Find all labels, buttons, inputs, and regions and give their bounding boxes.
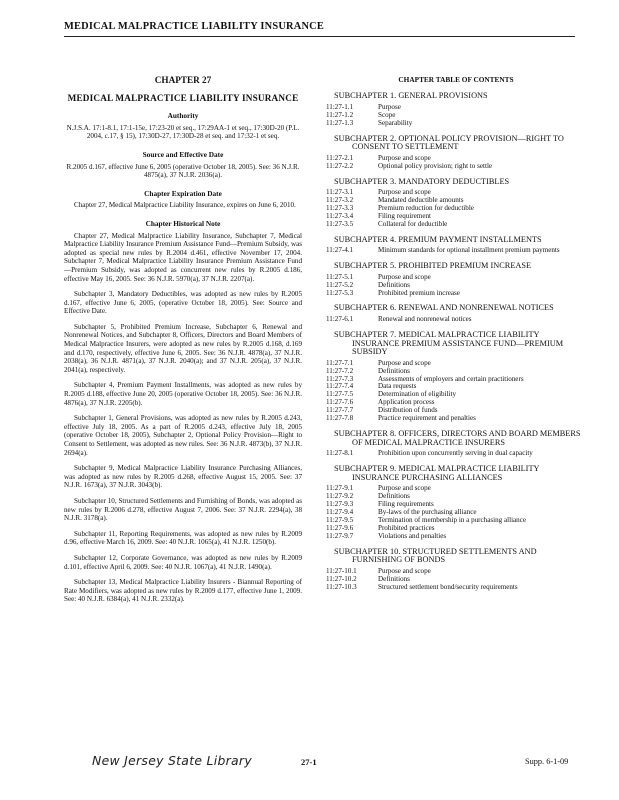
section-number: 11:27-1.1 (326, 102, 354, 111)
header-rule (64, 36, 575, 37)
section-name: Filing requirement (378, 211, 431, 220)
toc-section-row (326, 290, 586, 298)
subchapter-title: SUBCHAPTER 5. PROHIBITED PREMIUM INCREASE (334, 261, 532, 271)
section-number: 11:27-3.2 (326, 196, 354, 205)
toc-section-row (326, 376, 586, 384)
toc-section-row (326, 568, 586, 576)
section-number: 11:27-7.7 (326, 406, 354, 415)
section-number: 11:27-9.1 (326, 484, 354, 493)
toc-heading: CHAPTER TABLE OF CONTENTS (398, 75, 514, 84)
section-name: Filing requirements (378, 500, 434, 509)
section-number: 11:27-5.3 (326, 288, 354, 297)
section-number: 11:27-3.5 (326, 219, 354, 228)
running-head: MEDICAL MALPRACTICE LIABILITY INSURANCE (64, 21, 325, 32)
section-number: 11:27-9.5 (326, 515, 354, 524)
section-number: 11:27-7.5 (326, 390, 354, 399)
subchapter-title: SUBCHAPTER 7. MEDICAL MALPRACTICE LIABILITY INSURANCE PREMIUM ASSISTANCE FUND—PREMIUM SUBSIDY (334, 329, 564, 357)
history-paragraph: Subchapter 12, Corporate Governance, was adopted as new rules by R.2009 d.101, effective April 6, 2009. See: 40 N.J.R. 1067(a), 41 N.J.R. 1490(a). (64, 553, 302, 571)
section-name: Purpose and scope (378, 153, 431, 162)
section-number: 11:27-10.2 (326, 574, 357, 583)
section-name: Practice requirement and penalties (378, 414, 476, 423)
toc-section-row (326, 205, 586, 213)
toc-section-row (326, 525, 586, 533)
section-name: Structured settlement bond/security requirements (378, 582, 518, 591)
section-name: Termination of membership in a purchasing alliance (378, 515, 527, 524)
section-name: Application process (378, 398, 435, 407)
section-name: Prohibited practices (378, 523, 435, 532)
section-name: Optional policy provision; right to settle (378, 161, 493, 170)
toc-section-row (326, 360, 586, 368)
section-name: Purpose and scope (378, 272, 431, 281)
history-paragraph: Chapter 27, Medical Malpractice Liability Insurance, Subchapter 7, Medical Malpractice Liability Insurance Premium Assistance Fund—Premium Subsidy, was adopted as special new rules by R.2004 d.461, effective November 17, 2004. Subchapter 7, Medical Malpractice Liability Insurance Premium Assistance Fund—Premium Subsidy, was adopted as concurrent new rules by R.2005 d.186, effective May 16, 2005. See: 36 N.J.R. 5970(a), 37 N.J.R. 2207(a). (64, 231, 302, 283)
authority-text: N.J.S.A. 17:1-8.1, 17:1-15e, 17:23-20 et seq., 17:29AA-1 et seq., 17:30D-20 (P.L. 2004, c.17, § 15), 17:30D-27, 17:30D-28 et seq. and 17:32-1 et seq. (66, 123, 300, 141)
expiration-heading: Chapter Expiration Date (144, 188, 222, 198)
toc-section-row (326, 391, 586, 399)
section-number: 11:27-9.2 (326, 492, 354, 501)
toc-section-row (326, 120, 586, 128)
section-name: Definitions (378, 492, 410, 501)
left-column (64, 76, 302, 611)
toc-subchapter (326, 178, 586, 229)
toc-section-row (326, 163, 586, 171)
section-name: Determination of eligibility (378, 390, 457, 399)
section-number: 11:27-8.1 (326, 449, 354, 458)
subchapter-title: SUBCHAPTER 8. OFFICERS, DIRECTORS AND BOARD MEMBERS OF MEDICAL MALPRACTICE INSURERS (334, 428, 581, 447)
section-name: Mandated deductible amounts (378, 196, 464, 205)
subchapter-title: SUBCHAPTER 10. STRUCTURED SETTLEMENTS AND FURNISHING OF BONDS (334, 546, 537, 565)
library-watermark: New Jersey State Library (92, 753, 252, 768)
section-name: Purpose and scope (378, 188, 431, 197)
section-number: 11:27-7.2 (326, 366, 354, 375)
section-name: Scope (378, 110, 396, 119)
history-heading: Chapter Historical Note (145, 218, 221, 228)
toc-subchapter (326, 331, 586, 423)
section-name: Data requests (378, 382, 417, 391)
section-number: 11:27-10.3 (326, 582, 357, 591)
section-name: Collateral for deductible (378, 219, 448, 228)
section-name: Definitions (378, 574, 410, 583)
section-name: Purpose and scope (378, 484, 431, 493)
supplement-date: Supp. 6-1-09 (525, 757, 569, 766)
toc-section-row (326, 247, 586, 255)
authority-heading: Authority (167, 111, 199, 121)
toc-subchapter (326, 430, 586, 458)
section-name: Prohibition upon concurrently serving in dual capacity (378, 449, 533, 458)
toc-subchapter (326, 236, 586, 256)
expiration-text: Chapter 27, Medical Malpractice Liability Insurance, expires on June 6, 2010. (74, 201, 296, 210)
history-paragraph: Subchapter 13, Medical Malpractice Liability Insurers - Biannual Reporting of Rate Modifiers, was adopted as new rules by R.2009 d.177, effective June 1, 2009. See: 40 N.J.R. 6384(a), 41 N.J.R. 2332(a). (64, 578, 302, 604)
section-name: Definitions (378, 366, 410, 375)
section-number: 11:27-7.4 (326, 382, 354, 391)
toc-section-row (326, 485, 586, 493)
section-number: 11:27-1.2 (326, 110, 354, 119)
history-paragraph: Subchapter 10, Structured Settlements and Furnishing of Bonds, was adopted as new rules by R.2006 d.278, effective August 7, 2006. See: 37 N.J.R. 2294(a), 38 N.J.R. 3178(a). (64, 496, 302, 523)
page-number: 27-1 (301, 757, 317, 767)
history-paragraph: Subchapter 3, Mandatory Deductibles, was adopted as new rules by R.2005 d.167, effective June 6, 2005, (operative October 18, 2005). See: Source and Effective Date. (64, 290, 302, 316)
source-text: R.2005 d.167, effective June 6, 2005 (operative October 18, 2005). See: 36 N.J.R. 4875(a), 37 N.J.R. 2036(a). (66, 162, 300, 180)
section-number: 11:27-1.3 (326, 118, 354, 127)
history-paragraphs (64, 232, 302, 604)
section-name: Purpose and scope (378, 566, 431, 575)
section-number: 11:27-6.1 (326, 315, 354, 324)
toc-section-row (326, 104, 586, 112)
section-number: 11:27-3.1 (326, 188, 354, 197)
chapter-number: CHAPTER 27 (154, 75, 212, 85)
history-paragraph: Subchapter 5, Prohibited Premium Increase, Subchapter 6, Renewal and Nonrenewal Notices, and Subchapter 8, Officers, Directors and Board Members of Medical Malpractice Insurers, were adopted as new rules by R.2005 d.168, d.169 and d.170, respectively, effective June 6, 2005. See: 36 N.J.R. 4878(a), 37 N.J.R. 2038(a), 36 N.J.R. 4871(a), 37 N.J.R. 2040(a); and 37 N.J.R. 205(a), 37 N.J.R. 2041(a), respectively. (64, 322, 302, 374)
section-number: 11:27-2.2 (326, 161, 354, 170)
toc-subchapter (326, 548, 586, 592)
section-number: 11:27-3.4 (326, 211, 354, 220)
subchapter-title: SUBCHAPTER 4. PREMIUM PAYMENT INSTALLMENTS (334, 234, 542, 244)
section-number: 11:27-7.6 (326, 398, 354, 407)
section-name: Separability (378, 118, 413, 127)
subchapter-title: SUBCHAPTER 6. RENEWAL AND NONRENEWAL NOTICES (334, 303, 554, 313)
toc-section-row (326, 399, 586, 407)
section-name: Assessments of employers and certain practitioners (378, 374, 524, 383)
history-paragraph: Subchapter 11, Reporting Requirements, was adopted as new rules by R.2009 d.96, effective March 16, 2009. See: 40 N.J.R. 1065(a), 41 N.J.R. 1250(b). (64, 529, 302, 547)
section-name: Violations and penalties (378, 531, 447, 540)
chapter-title: MEDICAL MALPRACTICE LIABILITY INSURANCE (67, 92, 299, 103)
toc-section-row (326, 383, 586, 391)
section-number: 11:27-4.1 (326, 246, 354, 255)
toc-section-row (326, 584, 586, 592)
section-number: 11:27-5.2 (326, 280, 354, 289)
toc-subchapter (326, 304, 586, 324)
toc-section-row (326, 415, 586, 423)
section-number: 11:27-7.3 (326, 374, 354, 383)
toc-subchapter (326, 262, 586, 297)
toc-section-row (326, 213, 586, 221)
section-number: 11:27-2.1 (326, 153, 354, 162)
section-number: 11:27-7.1 (326, 358, 354, 367)
toc-section-row (326, 493, 586, 501)
history-paragraph: Subchapter 4, Premium Payment Installments, was adopted as new rules by R.2005 d.188, effective June 20, 2005 (operative October 18, 2005). See: 36 N.J.R. 4876(a), 37 N.J.R. 2205(b). (64, 381, 302, 407)
section-name: By-laws of the purchasing alliance (378, 507, 477, 516)
subchapter-title: SUBCHAPTER 3. MANDATORY DEDUCTIBLES (334, 176, 510, 186)
toc-section-row (326, 221, 586, 229)
toc-section-row (326, 274, 586, 282)
history-paragraph: Subchapter 1, General Provisions, was adopted as new rules by R.2005 d.243, effective July 18, 2005. As a part of R.2005 d.243, effective July 18, 2005 (operative October 18, 2005), Subchapter 2, Optional Policy Provision—Right to Consent to Settlement, was adopted as new rules. See: 36 N.J.R. 4873(b), 37 N.J.R. 2694(a). (64, 414, 302, 457)
toc-subchapter (326, 465, 586, 541)
source-heading: Source and Effective Date (142, 149, 224, 159)
history-paragraph: Subchapter 9, Medical Malpractice Liability Insurance Purchasing Alliances, was adopted as new rules by R.2005 d.268, effective August 15, 2005. See: 37 N.J.R. 1673(a), 37 N.J.R. 3043(b). (64, 464, 302, 490)
section-number: 11:27-10.1 (326, 566, 357, 575)
section-number: 11:27-9.6 (326, 523, 354, 532)
section-name: Premium reduction for deductible (378, 203, 474, 212)
table-of-contents (326, 76, 586, 599)
toc-section-row (326, 533, 586, 541)
subchapter-title: SUBCHAPTER 1. GENERAL PROVISIONS (334, 91, 488, 101)
toc-subchapter (326, 135, 586, 171)
section-name: Renewal and nonrenewal notices (378, 315, 472, 324)
toc-section-row (326, 112, 586, 120)
section-number: 11:27-9.4 (326, 507, 354, 516)
subchapter-title: SUBCHAPTER 9. MEDICAL MALPRACTICE LIABILITY INSURANCE PURCHASING ALLIANCES (334, 464, 540, 482)
toc-section-row (326, 316, 586, 324)
section-number: 11:27-3.3 (326, 203, 354, 212)
toc-section-row (326, 450, 586, 458)
toc-list (326, 92, 586, 591)
section-name: Distribution of funds (378, 406, 438, 415)
section-number: 11:27-9.3 (326, 500, 354, 509)
section-number: 11:27-5.1 (326, 272, 354, 281)
section-name: Purpose and scope (378, 358, 431, 367)
section-name: Minimum standards for optional installment premium payments (378, 246, 560, 255)
subchapter-title: SUBCHAPTER 2. OPTIONAL POLICY PROVISION—RIGHT TO CONSENT TO SETTLEMENT (334, 133, 564, 152)
section-name: Definitions (378, 280, 410, 289)
section-name: Purpose (378, 102, 401, 111)
section-number: 11:27-9.7 (326, 531, 354, 540)
section-number: 11:27-7.8 (326, 414, 354, 423)
toc-subchapter (326, 92, 586, 127)
section-name: Prohibited premium increase (378, 288, 460, 297)
toc-section-row (326, 517, 586, 525)
